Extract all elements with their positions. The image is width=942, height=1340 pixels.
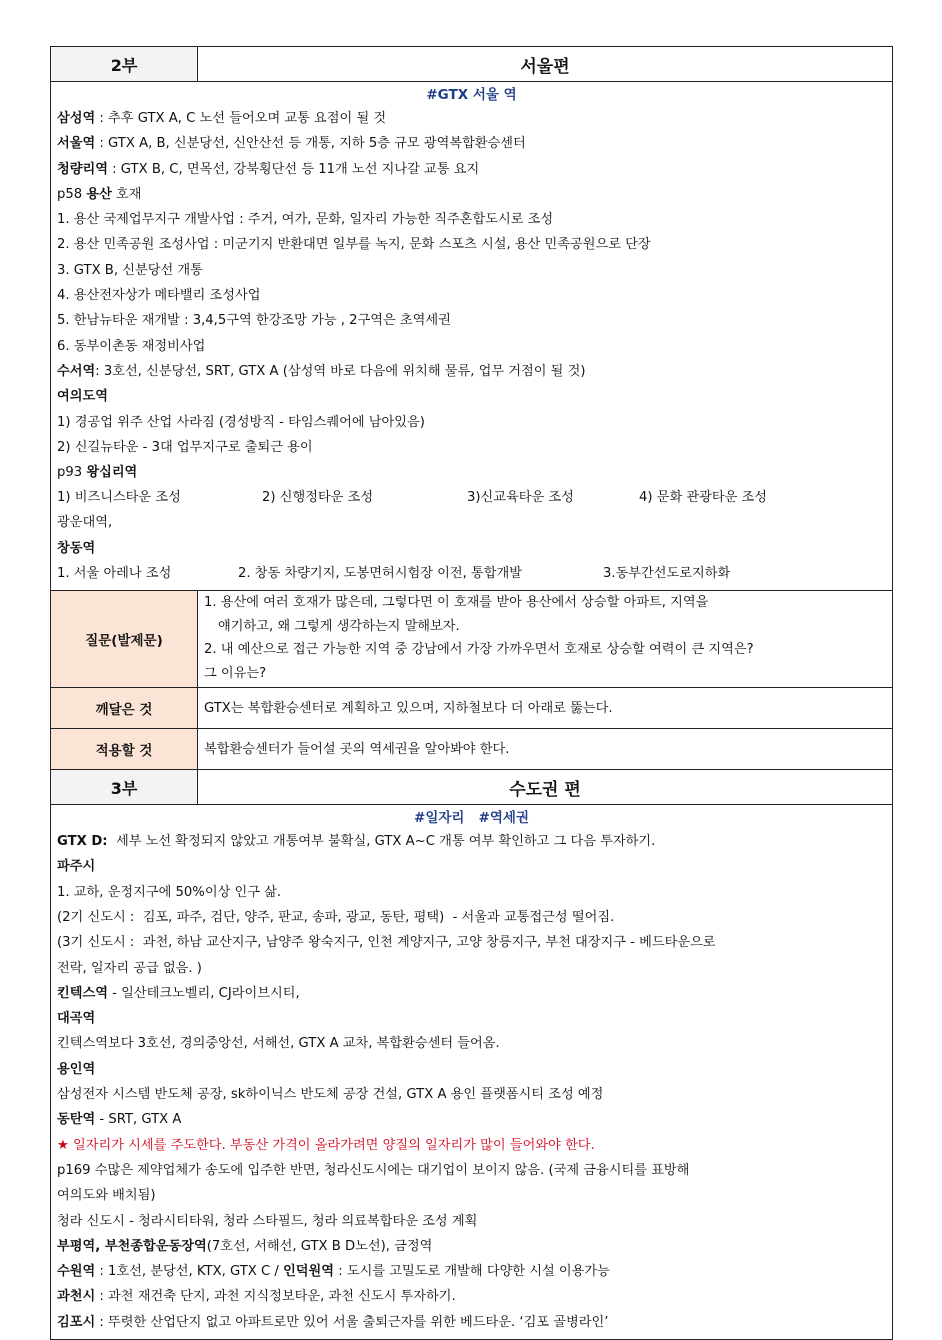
text-line xyxy=(57,283,886,308)
bold-label: 동탄역 xyxy=(57,1112,96,1128)
apply-text: 복합환승센터가 들어설 곳의 역세권을 알아봐야 한다. xyxy=(204,741,510,757)
bold-label: GTX D: xyxy=(57,834,108,850)
part3-hashtag: #일자리 #역세권 xyxy=(414,810,529,827)
highlight-text: ★ 일자리가 시세를 주도한다. 부동산 가격이 올라가려면 양질의 일자리가 많이 들어와야 한다. xyxy=(57,1137,595,1153)
bold-label: 용산 xyxy=(86,186,112,202)
bold-label: 삼성역 xyxy=(57,111,96,126)
question-line: 1. 용산에 여러 호재가 많은데, 그렇다면 이 호재를 받아 용산에서 상승할 아파트, 지역을 xyxy=(204,595,709,611)
bold-label: 킨텍스역 xyxy=(57,985,108,1001)
text-line xyxy=(57,930,886,955)
text-line xyxy=(57,1259,886,1284)
bold-label: 수서역 xyxy=(57,363,96,379)
line-text: : 과천 재건축 단지, 과천 지식정보타운, 과천 신도시 투자하기. xyxy=(95,1289,456,1305)
wangsimni-item: 4) 문화 관광타운 조성 xyxy=(639,490,768,506)
line-text: 2. 용산 민족공원 조성사업 : 미군기지 반환대면 일부를 녹지, 문화 스포츠 시설, 용산 민족공원으로 단장 xyxy=(57,237,651,253)
line-text: : GTX A, B, 신분당선, 신안산선 등 개통, 지하 5층 규모 광역복합환승센터 xyxy=(95,136,526,152)
line-text: 3. GTX B, 신분당선 개통 xyxy=(57,262,203,278)
part2-body xyxy=(51,82,892,590)
line-text: 전락, 일자리 공급 없음. ) xyxy=(57,960,202,976)
bold-label: 왕십리역 xyxy=(86,465,138,481)
text-line xyxy=(57,1183,886,1208)
part2-header xyxy=(51,47,892,82)
text-line xyxy=(57,1031,886,1056)
text-line xyxy=(57,1057,886,1082)
line-text: 청라 신도시 - 청라시티타워, 청라 스타필드, 청라 의료복합타운 조성 계획 xyxy=(57,1213,478,1229)
line-text: : 도시를 고밀도로 개발해 다양한 시설 이용가능 xyxy=(334,1264,610,1280)
line-text: 2) 신길뉴타운 - 3대 업무지구로 출퇴근 용이 xyxy=(57,439,313,455)
part2-lines xyxy=(57,106,886,485)
line-text: 5. 한남뉴타운 재개발 : 3,4,5구역 한강조망 가능 , 2구역은 초역세권 xyxy=(57,313,451,329)
bold-label: 대곡역 xyxy=(57,1011,96,1027)
text-line xyxy=(57,359,886,384)
bold-label: 김포시 xyxy=(57,1314,96,1330)
text-line xyxy=(57,131,886,156)
question-row xyxy=(51,590,892,687)
line-text: (2기 신도시 : 김포, 파주, 검단, 양주, 판교, 송파, 광교, 동탄, 평택) - 서울과 교통접근성 떨어짐. xyxy=(57,909,615,925)
part3-header xyxy=(51,769,892,805)
text-line xyxy=(57,232,886,257)
question-label: 질문(발제문) xyxy=(51,591,198,687)
changdong-items xyxy=(57,561,886,586)
bold-label: 인덕원역 xyxy=(283,1264,335,1280)
line-text: 4. 용산전자상가 메타밸리 조성사업 xyxy=(57,288,261,304)
wangsimni-item: 1) 비즈니스타운 조성 xyxy=(57,490,181,506)
wangsimni-item: 3)신교육타운 조성 xyxy=(467,490,574,506)
question-line: 얘기하고, 왜 그렇게 생각하는지 말해보자. xyxy=(218,618,460,634)
text-line xyxy=(57,384,886,409)
part2-label: 2부 xyxy=(51,47,198,81)
line-text: p58 xyxy=(57,186,87,202)
line-text: 세부 노선 확정되지 않았고 개통여부 불확실, GTX A~C 개통 여부 확인하고 그 다음 투자하기. xyxy=(107,834,656,850)
text-line xyxy=(57,182,886,207)
learned-text: GTX는 복합환승센터로 계획하고 있으며, 지하철보다 더 아래로 뚫는다. xyxy=(204,700,613,716)
line-text: 킨텍스역보다 3호선, 경의중앙선, 서해선, GTX A 교차, 복합환승센터 들어옴. xyxy=(57,1036,500,1052)
line-text: : 뚜렷한 산업단지 없고 아파트로만 있어 서울 출퇴근자를 위한 베드타운. ‘김포 골병라인’ xyxy=(95,1314,609,1330)
line-text: : 1호선, 분당선, KTX, GTX C / xyxy=(95,1264,284,1280)
text-line xyxy=(57,435,886,460)
text-line xyxy=(57,334,886,359)
line-text: p169 수많은 제약업체가 송도에 입주한 반면, 청라신도시에는 대기업이 보이지 않음. (국제 금융시티를 표방해 xyxy=(57,1162,690,1178)
bold-label: 부평역, 부천종합운동장역 xyxy=(57,1238,207,1254)
changdong-item: 3.동부간선도로지하화 xyxy=(603,566,731,582)
text-line xyxy=(57,880,886,905)
line-text: (7호선, 서해선, GTX B D노선), 금정역 xyxy=(206,1238,433,1254)
wangsimni-item: 2) 신행정타운 조성 xyxy=(262,490,374,506)
gwangun-line: 광운대역, xyxy=(57,515,113,531)
changdong-item: 1. 서울 아레나 조성 xyxy=(57,566,172,582)
text-line xyxy=(57,981,886,1006)
line-text: - 일산테크노벨리, CJ라이브시티, xyxy=(107,985,300,1001)
question-line: 그 이유는? xyxy=(204,665,267,681)
line-text: p93 xyxy=(57,465,87,481)
text-line xyxy=(57,258,886,283)
text-line xyxy=(57,157,886,182)
learned-label: 깨달은 것 xyxy=(51,688,198,728)
part2-hashtag: #GTX 서울 역 xyxy=(426,87,517,103)
learned-row xyxy=(51,687,892,728)
text-line xyxy=(57,1209,886,1234)
text-line xyxy=(57,460,886,485)
text-line xyxy=(57,410,886,435)
part2-title: 서울편 xyxy=(520,56,570,77)
text-line xyxy=(57,308,886,333)
line-text: : 추후 GTX A, C 노선 들어오며 교통 요점이 될 것 xyxy=(95,111,387,126)
line-text: 6. 동부이촌동 재정비사업 xyxy=(57,338,206,354)
wangsimni-items xyxy=(57,485,886,510)
bold-label: 과천시 xyxy=(57,1289,96,1305)
bold-label: 청량리역 xyxy=(57,161,108,177)
text-line xyxy=(57,956,886,981)
text-line xyxy=(57,1284,886,1309)
line-text: (3기 신도시 : 과천, 하남 교산지구, 남양주 왕숙지구, 인천 계양지구, 고양 창릉지구, 부천 대장지구 - 베드타운으로 xyxy=(57,935,716,951)
text-line xyxy=(57,905,886,930)
question-content xyxy=(198,591,892,687)
line-text: : GTX B, C, 면목선, 강북횡단선 등 11개 노선 지나갈 교통 요지 xyxy=(107,161,480,177)
line-text: 1. 교하, 운정지구에 50%이상 인구 삶. xyxy=(57,884,282,900)
bold-label: 수원역 xyxy=(57,1264,96,1280)
part3-title: 수도권 편 xyxy=(509,779,581,800)
text-line xyxy=(57,854,886,879)
apply-row xyxy=(51,728,892,769)
apply-label: 적용할 것 xyxy=(51,729,198,769)
changdong-label: 창동역 xyxy=(57,540,96,556)
text-line xyxy=(57,1107,886,1132)
text-line xyxy=(57,106,886,131)
text-line xyxy=(57,207,886,232)
bold-label: 서울역 xyxy=(57,136,96,152)
text-line xyxy=(57,1082,886,1107)
text-line xyxy=(57,1310,886,1335)
question-line: 2. 내 예산으로 접근 가능한 지역 중 강남에서 가장 가까우면서 호재로 상승할 여력이 큰 지역은? xyxy=(204,642,754,658)
text-line xyxy=(57,1133,886,1158)
line-text: 호재 xyxy=(111,186,142,202)
text-line xyxy=(57,1006,886,1031)
line-text: 삼성전자 시스템 반도체 공장, sk하이닉스 반도체 공장 건설, GTX A 용인 플랫폼시티 조성 예정 xyxy=(57,1087,604,1103)
text-line xyxy=(57,829,886,854)
part3-label: 3부 xyxy=(51,770,198,804)
text-line xyxy=(57,1234,886,1259)
line-text: : 3호선, 신분당선, SRT, GTX A (삼성역 바로 다음에 위치해 물류, 업무 거점이 될 것) xyxy=(95,363,586,379)
line-text: 1) 경공업 위주 산업 사라짐 (경성방직 - 타임스퀘어에 남아있음) xyxy=(57,414,425,430)
text-line xyxy=(57,1158,886,1183)
part3-body xyxy=(51,805,892,1339)
line-text: 1. 용산 국제업무지구 개발사업 : 주거, 여가, 문화, 일자리 가능한 직주혼합도시로 조성 xyxy=(57,212,554,228)
changdong-item: 2. 창동 차량기지, 도봉면허시험장 이전, 통합개발 xyxy=(238,566,522,582)
part3-lines xyxy=(57,829,886,1335)
line-text: 여의도와 배치됨) xyxy=(57,1188,156,1204)
bold-label: 파주시 xyxy=(57,859,96,875)
bold-label: 용인역 xyxy=(57,1061,96,1077)
line-text: - SRT, GTX A xyxy=(95,1112,182,1128)
bold-label: 여의도역 xyxy=(57,389,108,405)
document-sheet xyxy=(50,46,893,1340)
